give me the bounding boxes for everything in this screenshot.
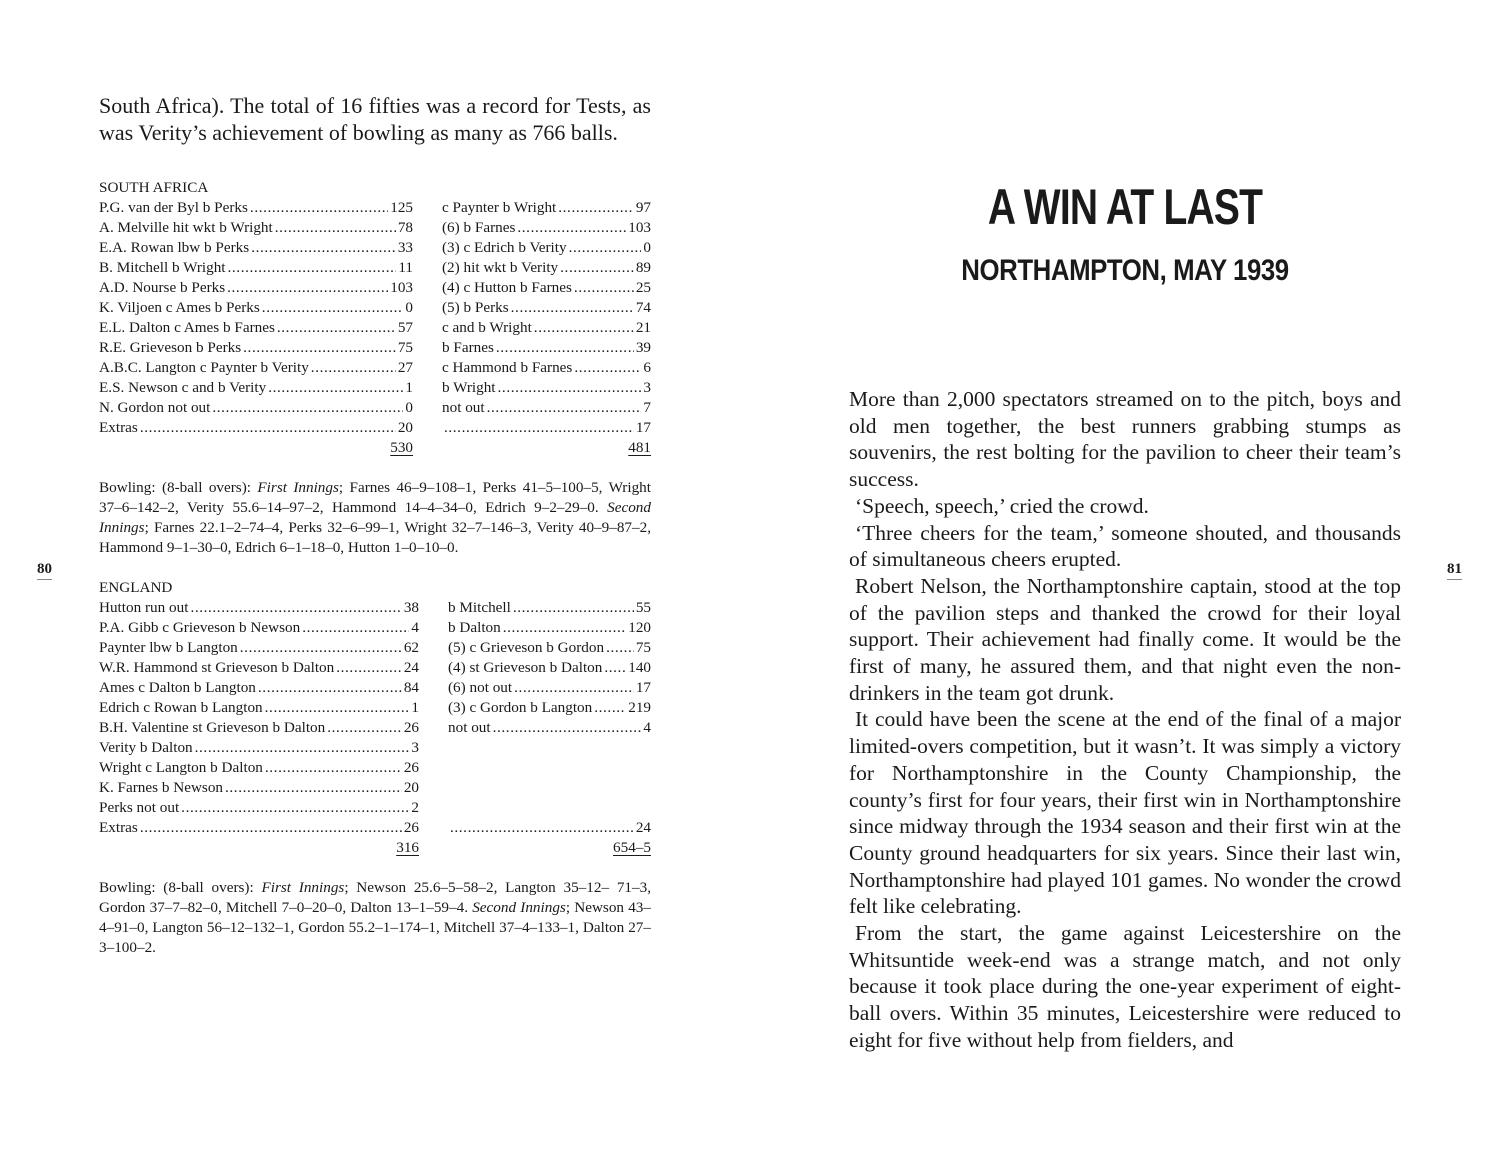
dismissal: (2) hit wkt b Verity [442,259,559,276]
dismissal: b Mitchell [448,599,511,616]
scorecard-row [99,318,651,338]
runs: 4 [411,619,419,636]
first-innings-total: 530 [390,439,413,456]
first-innings-entry [99,378,413,398]
dismissal: E.S. Newson c and b Verity [99,379,267,396]
dismissal: B. Mitchell b Wright [99,259,226,276]
dismissal: c Hammond b Farnes [442,359,573,376]
dismissal: P.G. van der Byl b Perks [99,199,248,216]
first-innings-entry [99,318,413,338]
runs: 0 [405,299,413,316]
runs: 219 [628,699,651,716]
leader-dots [250,198,388,218]
scorecard-row [99,598,651,618]
first-innings-entry [99,758,419,778]
bowling-second: ; Farnes 22.1–2–74–4, Perks 32–6–99–1, Wright 32–7–146–3, Verity 40–9–87–2, Hammond 9–1–30–0, Edrich 6–1–18–0, Hutton 1–0–10–0. [99,519,651,556]
leader-dots [243,338,396,358]
page-number-rule [37,579,52,580]
runs: 20 [403,779,419,796]
first-innings-entry [99,358,413,378]
leader-dots [140,818,402,838]
leader-dots [336,658,402,678]
runs: 4 [643,719,651,736]
second-innings-entry [442,238,651,258]
second-innings-entry [442,338,651,358]
leader-dots [604,658,626,678]
runs: 25 [635,279,651,296]
runs: 84 [403,679,419,696]
runs: 26 [403,719,419,736]
paragraph: From the start, the game against Leicestershire on the Whitsuntide week-end was a strange match, and not only because it took place during the one-year experiment of eight-ball overs. Within 35 minutes, Leicestershire were reduced to eight for five without help from fielders, and [849,921,1401,1052]
runs: 26 [403,759,419,776]
runs: 3 [411,739,419,756]
first-innings-entry [99,398,413,418]
second-innings-entry [442,298,651,318]
second-innings-total: 654–5 [613,839,651,856]
runs: 20 [397,419,413,436]
dismissal: N. Gordon not out [99,399,211,416]
leader-dots [444,418,634,438]
scorecard-row [99,638,651,658]
leader-dots [517,218,626,238]
leader-dots [258,678,402,698]
dismissal: c Paynter b Wright [442,199,557,216]
scorecard-row [99,198,651,218]
first-innings-total: 316 [396,839,419,856]
leader-dots [511,298,634,318]
team-heading: SOUTH AFRICA [99,179,209,196]
scorecard-row [99,798,651,818]
dismissal: (6) b Farnes [442,219,516,236]
dismissal: A. Melville hit wkt b Wright [99,219,273,236]
runs: 140 [628,659,651,676]
dismissal: (4) c Hutton b Farnes [442,279,572,296]
first-innings-entry [99,418,413,438]
dismissal: A.D. Nourse b Perks [99,279,226,296]
dismissal: K. Viljoen c Ames b Perks [99,299,260,316]
first-innings-entry [99,338,413,358]
scorecard-row [99,738,651,758]
leader-dots [195,738,410,758]
dismissal: R.E. Grieveson b Perks [99,339,242,356]
runs: 55 [635,599,651,616]
page-number-text: 80 [37,561,52,577]
runs: 78 [397,219,413,236]
bowling-first-label: First Innings [261,879,345,896]
leader-dots [558,198,634,218]
bowling-first-label: First Innings [257,479,339,496]
runs: 120 [628,619,651,636]
leader-dots [225,778,402,798]
leader-dots [212,398,403,418]
paragraph: Robert Nelson, the Northamptonshire captain, stood at the top of the pavilion steps and thanked the crowd for their loyal support. Their achievement had finally come. It would be the first of many, he assured them, and that night even the non-drinkers in the team got drunk. [849,573,1401,705]
first-innings-entry [99,778,419,798]
dismissal: K. Farnes b Newson [99,779,224,796]
scorecard-row [99,278,651,298]
runs: 125 [390,199,413,216]
dismissal: B.H. Valentine st Grieveson b Dalton [99,719,326,736]
body-text [849,386,1401,1054]
dismissal: P.A. Gibb c Grieveson b Newson [99,619,301,636]
runs: 89 [635,259,651,276]
scorecard-row [99,698,651,718]
bowling-second-label: Second Innings [99,499,651,536]
runs: 0 [405,399,413,416]
second-innings-entry [442,358,651,378]
paragraph: It could have been the scene at the end of the final of a major limited-overs competition, but it wasn’t. It was simply a victory for Northamptonshire in the County Championship, the county’s first for four years, their first win in Northamptonshire since midway through the 1934 season and their first win at the County ground headquarters for six years. Since their last win, Northamptonshire had played 101 games. No wonder the crowd felt like celebrating. [849,707,1401,919]
paragraph: More than 2,000 spectators streamed on to the pitch, boys and old men together, the best runners grabbing stumps as souvenirs, the rest bolting for the pavilion to cheer their team’s success. [849,387,1401,492]
dismissal: (4) st Grieveson b Dalton [448,659,603,676]
dismissal: Extras [99,419,138,436]
scorecard-row [99,218,651,238]
runs: 97 [635,199,651,216]
runs: 21 [635,319,651,336]
bowling-prefix: Bowling: (8-ball overs): [99,479,258,496]
first-innings-entry [99,658,419,678]
scorecard-row [99,338,651,358]
dismissal: Edrich c Rowan b Langton [99,699,263,716]
leader-dots [181,798,409,818]
second-innings-entry [448,818,651,838]
second-innings-entry [448,678,651,698]
second-innings-entry [448,618,651,638]
dismissal: (5) c Grieveson b Gordon [448,639,605,656]
dismissal: Perks not out [99,799,180,816]
leader-dots [493,718,642,738]
second-innings-entry [448,598,651,618]
dismissal: (3) c Gordon b Langton [448,699,593,716]
scorecard-row [99,718,651,738]
leader-dots [262,298,404,318]
leader-dots [277,318,396,338]
runs: 75 [635,639,651,656]
runs: 17 [635,679,651,696]
first-innings-entry [99,298,413,318]
first-innings-entry [99,618,419,638]
second-innings-entry [442,418,651,438]
dismissal: Paynter lbw b Langton [99,639,238,656]
leader-dots [268,378,403,398]
south-africa-scorecard [99,178,651,458]
leader-dots [606,638,634,658]
runs: 103 [628,219,651,236]
totals-row [99,438,651,458]
dismissal: Verity b Dalton [99,739,193,756]
dismissal: (3) c Edrich b Verity [442,239,567,256]
team-heading: ENGLAND [99,579,173,596]
page-number-rule [1447,579,1462,580]
runs: 11 [398,259,413,276]
leader-dots [498,378,642,398]
paragraph: ‘Three cheers for the team,’ someone shouted, and thousands of simultaneous cheers erupted. [849,520,1401,572]
runs: 74 [635,299,651,316]
runs: 3 [643,379,651,396]
scorecard-row [99,618,651,638]
scorecard-row [99,678,651,698]
first-innings-entry [99,198,413,218]
dismissal: b Farnes [442,339,494,356]
runs: 39 [635,339,651,356]
leader-dots [327,718,402,738]
bowling-second-label: Second Innings [472,899,566,916]
leader-dots [450,818,634,838]
second-innings-entry [442,198,651,218]
dismissal: Wright c Langton b Dalton [99,759,263,776]
leader-dots [594,698,626,718]
second-innings-entry [442,318,651,338]
leader-dots [514,678,634,698]
first-innings-entry [99,218,413,238]
scorecard-row [99,378,651,398]
dismissal: not out [442,399,485,416]
bowling-second: ; Newson 43–4–91–0, Langton 56–12–132–1, Gordon 55.2–1–174–1, Mitchell 37–4–133–1, Dalton 27–3–100–2. [99,899,651,956]
leader-dots [265,758,402,778]
scorecard-row [99,418,651,438]
second-innings-entry [448,698,651,718]
second-innings-entry [448,718,651,738]
first-innings-entry [99,278,413,298]
first-innings-entry [99,258,413,278]
england-scorecard [99,578,651,858]
runs: 0 [643,239,651,256]
leader-dots [560,258,634,278]
runs: 1 [405,379,413,396]
runs: 27 [397,359,413,376]
leader-dots [240,638,402,658]
leader-dots [513,598,634,618]
page-number-left [37,561,52,580]
leader-dots [265,698,410,718]
bowling-first: ; Newson 25.6–5–58–2, Langton 35–12– 71–3, Gordon 37–7–82–0, Mitchell 7–0–20–0, Dalton 13–1–59–4. [99,879,651,916]
scorecard-row [99,778,651,798]
runs: 75 [397,339,413,356]
second-innings-entry [448,638,651,658]
intro-paragraph: South Africa). The total of 16 fifties was a record for Tests, as was Verity’s achievement of bowling as many as 766 balls. [99,93,651,145]
dismissal: W.R. Hammond st Grieveson b Dalton [99,659,335,676]
scorecard-row [99,358,651,378]
second-innings-entry [442,278,651,298]
leader-dots [503,618,626,638]
dismissal: not out [448,719,491,736]
dismissal: E.L. Dalton c Ames b Farnes [99,319,275,336]
scorecard-row [99,258,651,278]
first-innings-entry [99,678,419,698]
second-innings-entry [442,218,651,238]
leader-dots [140,418,396,438]
leader-dots [569,238,642,258]
runs: 57 [397,319,413,336]
dismissal: (5) b Perks [442,299,509,316]
leader-dots [574,358,641,378]
scorecard-row [99,298,651,318]
page-number-right [1447,561,1462,580]
first-innings-entry [99,238,413,258]
runs: 62 [403,639,419,656]
runs: 38 [403,599,419,616]
scorecard-row [99,658,651,678]
leader-dots [311,358,396,378]
dismissal: (6) not out [448,679,513,696]
bowling-prefix: Bowling: (8-ball overs): [99,879,262,896]
leader-dots [574,278,634,298]
chapter-subtitle: NORTHAMPTON, MAY 1939 [961,254,1289,287]
dismissal: Hutton run out [99,599,189,616]
leader-dots [190,598,401,618]
dismissal: E.A. Rowan lbw b Perks [99,239,250,256]
first-innings-entry [99,738,419,758]
dismissal: c and b Wright [442,319,532,336]
bowling-first: ; Farnes 46–9–108–1, Perks 41–5–100–5, Wright 37–6–142–2, Verity 55.6–14–97–2, Hammond 14–4–34–0, Edrich 9–2–29–0. [99,479,651,516]
dismissal: b Dalton [448,619,501,636]
dismissal: Ames c Dalton b Langton [99,679,256,696]
runs: 1 [411,699,419,716]
leader-dots [227,278,388,298]
first-innings-entry [99,818,419,838]
runs: 2 [411,799,419,816]
leader-dots [275,218,396,238]
runs: 103 [390,279,413,296]
second-innings-entry [442,378,651,398]
leader-dots [487,398,642,418]
page-number-text: 81 [1447,561,1462,577]
south-africa-bowling [99,478,651,558]
leader-dots [251,238,396,258]
second-innings-entry [442,258,651,278]
first-innings-entry [99,638,419,658]
scorecard-row [99,238,651,258]
chapter-title: A WIN AT LAST [987,179,1263,235]
dismissal: Extras [99,819,138,836]
scorecard-row [99,818,651,838]
first-innings-entry [99,698,419,718]
runs: 26 [403,819,419,836]
second-innings-entry [448,658,651,678]
leader-dots [496,338,634,358]
runs: 33 [397,239,413,256]
paragraph: ‘Speech, speech,’ cried the crowd. [855,493,1149,518]
scorecard-row [99,758,651,778]
second-innings-entry [442,398,651,418]
first-innings-entry [99,798,419,818]
leader-dots [302,618,409,638]
dismissal: b Wright [442,379,496,396]
right-page [750,0,1500,1151]
scorecard-row [99,398,651,418]
runs: 24 [635,819,651,836]
runs: 24 [403,659,419,676]
totals-row [99,838,651,858]
first-innings-entry [99,718,419,738]
leader-dots [228,258,397,278]
england-bowling [99,878,651,958]
runs: 17 [635,419,651,436]
second-innings-total: 481 [628,439,651,456]
dismissal: A.B.C. Langton c Paynter b Verity [99,359,309,376]
runs: 6 [643,359,651,376]
runs: 7 [643,399,651,416]
first-innings-entry [99,598,419,618]
leader-dots [534,318,634,338]
